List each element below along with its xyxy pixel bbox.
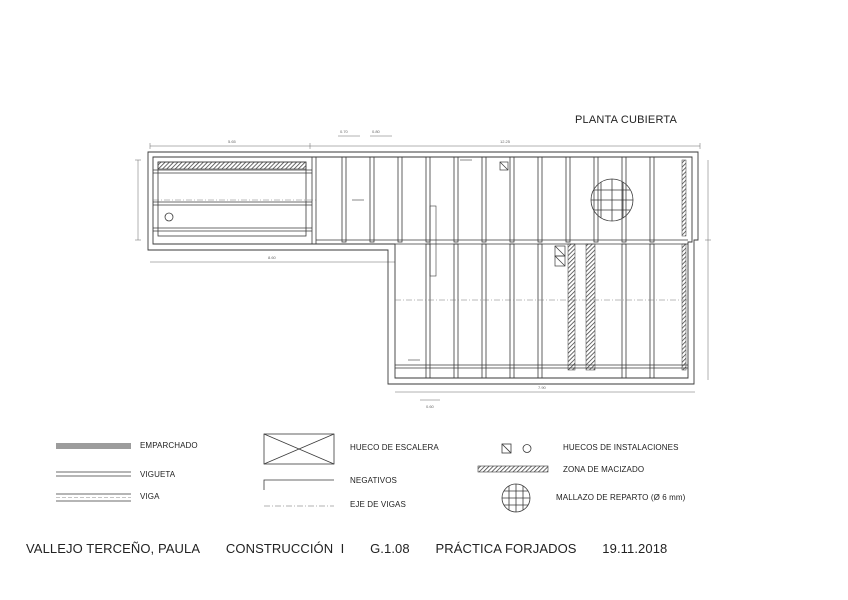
macizado-zone-lower-1: [568, 244, 575, 370]
legend-viga-label: VIGA: [140, 492, 160, 501]
legend-macizado-symbol: [478, 466, 548, 472]
macizado-zone-lower-2: [586, 244, 595, 370]
legend-shaft-label: HUECOS DE INSTALACIONES: [563, 443, 679, 452]
legend-negativos-symbol: [264, 480, 334, 490]
svg-text:12.25: 12.25: [500, 139, 511, 144]
svg-text:5.65: 5.65: [228, 139, 236, 144]
legend-macizado-label: ZONA DE MACIZADO: [563, 465, 645, 474]
legend-vigueta-label: VIGUETA: [140, 470, 176, 479]
legend-shaft-symbol: [502, 444, 531, 453]
legend-eje-label: EJE DE VIGAS: [350, 500, 406, 509]
mallazo-circle: [591, 179, 633, 221]
footer-date: 19.11.2018: [602, 541, 668, 556]
plan-title: PLANTA CUBIERTA: [575, 114, 678, 126]
svg-text:0.70: 0.70: [340, 129, 348, 134]
macizado-zone-lower-right: [682, 244, 686, 370]
legend-negativos-label: NEGATIVOS: [350, 476, 397, 485]
footer-course: CONSTRUCCIÓN I: [225, 541, 345, 556]
macizado-zone-left: [158, 162, 306, 169]
stair-hole: [430, 206, 436, 276]
footer-author: VALLEJO TERCEÑO, PAULA: [26, 541, 201, 556]
svg-text:0.80: 0.80: [372, 129, 380, 134]
macizado-zone-upper-right: [682, 160, 686, 236]
left-room: [153, 157, 316, 244]
legend-viga-symbol: [56, 494, 131, 501]
footer-group: G.1.08: [370, 541, 410, 556]
legend-emparchado-symbol: [56, 444, 131, 448]
legend-emparchado-label: EMPARCHADO: [140, 441, 198, 450]
legend-stair-symbol: [264, 434, 334, 464]
legend-stair-label: HUECO DE ESCALERA: [350, 443, 439, 452]
legend-mallazo-label: MALLAZO DE REPARTO (Ø 6 mm): [556, 493, 686, 502]
svg-text:7.90: 7.90: [538, 385, 546, 390]
svg-text:0.60: 0.60: [426, 404, 434, 409]
footer-assignment: PRÁCTICA FORJADOS: [435, 541, 577, 556]
legend-mallazo-symbol: [502, 484, 530, 512]
dimension-ticks-text: [228, 129, 547, 409]
joists-lower: [395, 244, 688, 378]
legend-vigueta-symbol: [56, 472, 131, 476]
slab-outline: [148, 152, 698, 384]
svg-text:8.60: 8.60: [268, 255, 276, 260]
title-block: [26, 541, 689, 556]
dimension-lines: [135, 136, 711, 400]
